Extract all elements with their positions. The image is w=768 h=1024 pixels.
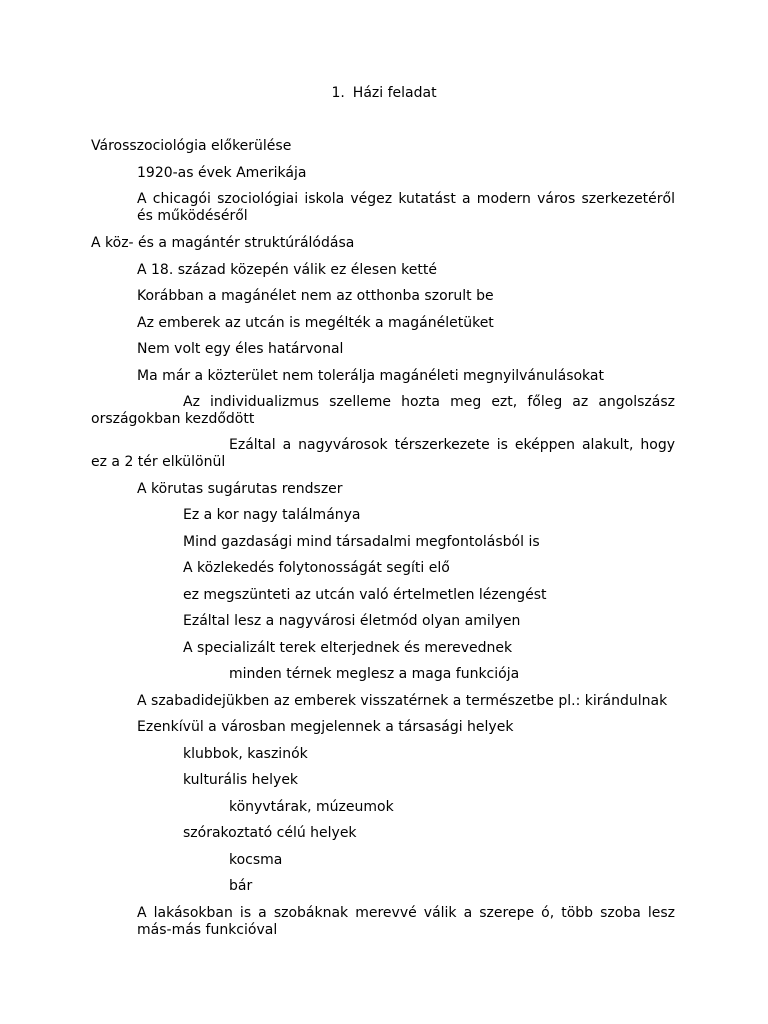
outline-line: Az individualizmus szelleme hozta meg ezt, főleg az angolszász országokban kezdődött (91, 394, 675, 427)
outline-line: A körutas sugárutas rendszer (137, 481, 343, 497)
outline-line: Ezáltal lesz a nagyvárosi életmód olyan amilyen (183, 613, 521, 629)
outline-line: kulturális helyek (183, 772, 299, 788)
outline-line: ez megszünteti az utcán való értelmetlen lézengést (183, 587, 547, 603)
document-title (0, 85, 768, 102)
outline-line: Az emberek az utcán is megélték a magánéletüket (137, 315, 494, 331)
outline-line: Városszociológia előkerülése (91, 138, 292, 154)
outline-line: A chicagói szociológiai iskola végez kutatást a modern város szerkezetéről és működéséről (137, 191, 675, 224)
outline-line: A lakásokban is a szobáknak merevvé válik a szerepe ó, több szoba lesz más-más funkcióval (137, 905, 675, 938)
outline-line: Ez a kor nagy találmánya (183, 507, 361, 523)
outline-line: A közlekedés folytonosságát segíti elő (183, 560, 450, 576)
outline-line: A szabadidejükben az emberek visszatérnek a természetbe pl.: kirándulnak (137, 693, 668, 709)
outline-line: A 18. század közepén válik ez élesen ketté (137, 262, 437, 278)
outline-line: 1920-as évek Amerikája (137, 165, 307, 181)
outline-line: Nem volt egy éles határvonal (137, 341, 344, 357)
outline-line: minden térnek meglesz a maga funkciója (229, 666, 520, 682)
outline-line: kocsma (229, 852, 283, 868)
outline-line: Ma már a közterület nem tolerálja magánéleti megnyilvánulásokat (137, 368, 604, 384)
outline-line: klubbok, kaszinók (183, 746, 308, 762)
outline-line: A specializált terek elterjednek és merevednek (183, 640, 513, 656)
outline-line: könyvtárak, múzeumok (229, 799, 394, 815)
outline-line: Ezenkívül a városban megjelennek a társasági helyek (137, 719, 514, 735)
outline-line: A köz- és a magántér struktúrálódása (91, 235, 355, 251)
title-number: 1. (331, 85, 345, 101)
outline-line: bár (229, 878, 253, 894)
outline-line: Ezáltal a nagyvárosok térszerkezete is eképpen alakult, hogy ez a 2 tér elkülönül (91, 437, 675, 470)
outline-line: szórakoztató célú helyek (183, 825, 357, 841)
title-text: Házi feladat (352, 85, 437, 101)
outline-line: Korábban a magánélet nem az otthonba szorult be (137, 288, 494, 304)
outline-line: Mind gazdasági mind társadalmi megfontolásból is (183, 534, 540, 550)
